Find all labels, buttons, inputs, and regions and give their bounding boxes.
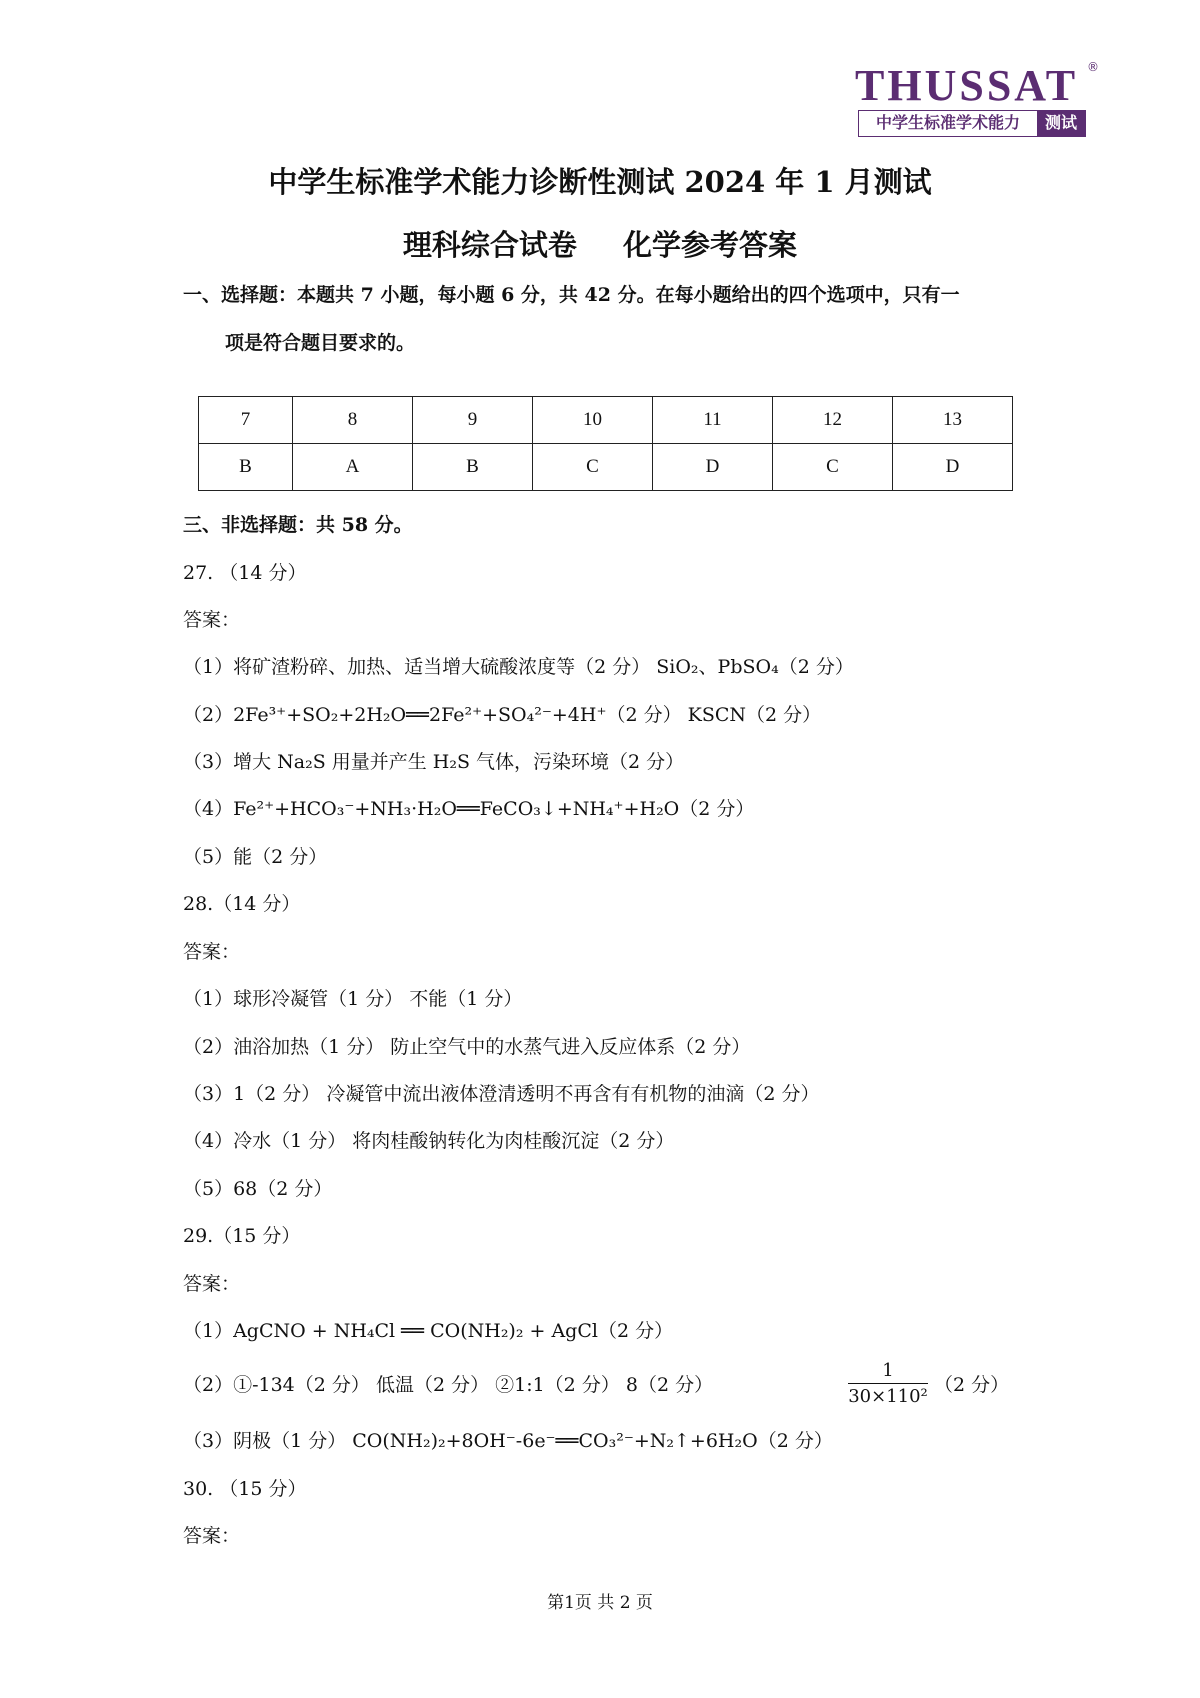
q29-answer-2-score: （2 分） (934, 1374, 1010, 1396)
q30-answer-label: 答案： (183, 1525, 241, 1547)
q28-answer-5: （5）68（2 分） (183, 1178, 333, 1200)
q28-answer-3: （3）1（2 分） 冷凝管中流出液体澄清透明不再含有有机物的油滴（2 分） (183, 1083, 820, 1105)
table-cell: C (773, 444, 893, 491)
page-title: 中学生标准学术能力诊断性测试 2024 年 1 月测试 (268, 165, 932, 199)
table-cell: 11 (653, 397, 773, 444)
section3-heading: 三、非选择题：共 58 分。 (183, 514, 413, 536)
q27-answer-3: （3）增大 Na₂S 用量并产生 H₂S 气体，污染环境（2 分） (183, 751, 685, 773)
q30-header: 30. （15 分） (183, 1478, 307, 1500)
q27-answer-label: 答案： (183, 609, 241, 631)
logo (855, 58, 1099, 138)
q28-answer-label: 答案： (183, 941, 241, 963)
section1-instruction-line2: 项是符合题目要求的。 (225, 332, 416, 354)
table-cell: B (413, 444, 533, 491)
table-cell: 10 (533, 397, 653, 444)
q27-answer-2: （2）2Fe³⁺+SO₂+2H₂O══2Fe²⁺+SO₄²⁻+4H⁺（2 分） KSCN（2 分） (183, 704, 822, 726)
table-cell: 13 (893, 397, 1013, 444)
q29-answer-2: （2）①-134（2 分） 低温（2 分） ②1:1（2 分） 8（2 分） (183, 1374, 714, 1396)
q27-answer-4: （4）Fe²⁺+HCO₃⁻+NH₃·H₂O══FeCO₃↓+NH₄⁺+H₂O（2 分） (183, 798, 755, 820)
table-row-answers (199, 444, 1013, 491)
table-cell: 7 (199, 397, 293, 444)
q27-header: 27. （14 分） (183, 562, 307, 584)
table-cell: D (653, 444, 773, 491)
table-row-numbers (199, 397, 1013, 444)
table-cell: 12 (773, 397, 893, 444)
q29-answer-label: 答案： (183, 1273, 241, 1295)
table-cell: B (199, 444, 293, 491)
q28-answer-1: （1）球形冷凝管（1 分） 不能（1 分） (183, 988, 523, 1010)
subtitle-paper: 理科综合试卷 (402, 228, 577, 262)
q28-answer-4: （4）冷水（1 分） 将肉桂酸钠转化为肉桂酸沉淀（2 分） (183, 1130, 675, 1152)
subtitle-subject: 化学参考答案 (623, 228, 798, 262)
logo-tagline: 中学生标准学术能力 (875, 113, 1020, 132)
q28-header: 28.（14 分） (183, 893, 301, 915)
table-cell: D (893, 444, 1013, 491)
table-cell: 9 (413, 397, 533, 444)
q27-answer-1: （1）将矿渣粉碎、加热、适当增大硫酸浓度等（2 分） SiO₂、PbSO₄（2 分） (183, 656, 854, 678)
table-cell: A (293, 444, 413, 491)
page-subtitle (0, 223, 1200, 264)
choice-answer-table (198, 396, 1013, 491)
q29-answer-3: （3）阴极（1 分） CO(NH₂)₂+8OH⁻-6e⁻══CO₃²⁻+N₂↑+6H₂O（2 分） (183, 1430, 833, 1452)
section1-instruction-line1: 一、选择题：本题共 7 小题，每小题 6 分，共 42 分。在每小题给出的四个选项中，只有一 (183, 284, 960, 306)
fraction-numerator: 1 (848, 1360, 928, 1384)
logo-brand: THUSSAT (855, 61, 1079, 110)
logo-tag-box: 测试 (1037, 111, 1085, 136)
table-cell: 8 (293, 397, 413, 444)
q29-answer-1: （1）AgCNO + NH₄Cl ══ CO(NH₂)₂ + AgCl（2 分） (183, 1320, 674, 1342)
q29-fraction (848, 1360, 928, 1407)
q27-answer-5: （5）能（2 分） (183, 846, 328, 868)
q29-header: 29.（15 分） (183, 1225, 301, 1247)
page-footer: 第1页 共 2 页 (547, 1593, 653, 1613)
fraction-denominator: 30×110² (848, 1386, 928, 1407)
logo-registered-mark: ® (1087, 60, 1099, 74)
q28-answer-2: （2）油浴加热（1 分） 防止空气中的水蒸气进入反应体系（2 分） (183, 1036, 751, 1058)
logo-tagline-band (858, 110, 1086, 137)
table-cell: C (533, 444, 653, 491)
